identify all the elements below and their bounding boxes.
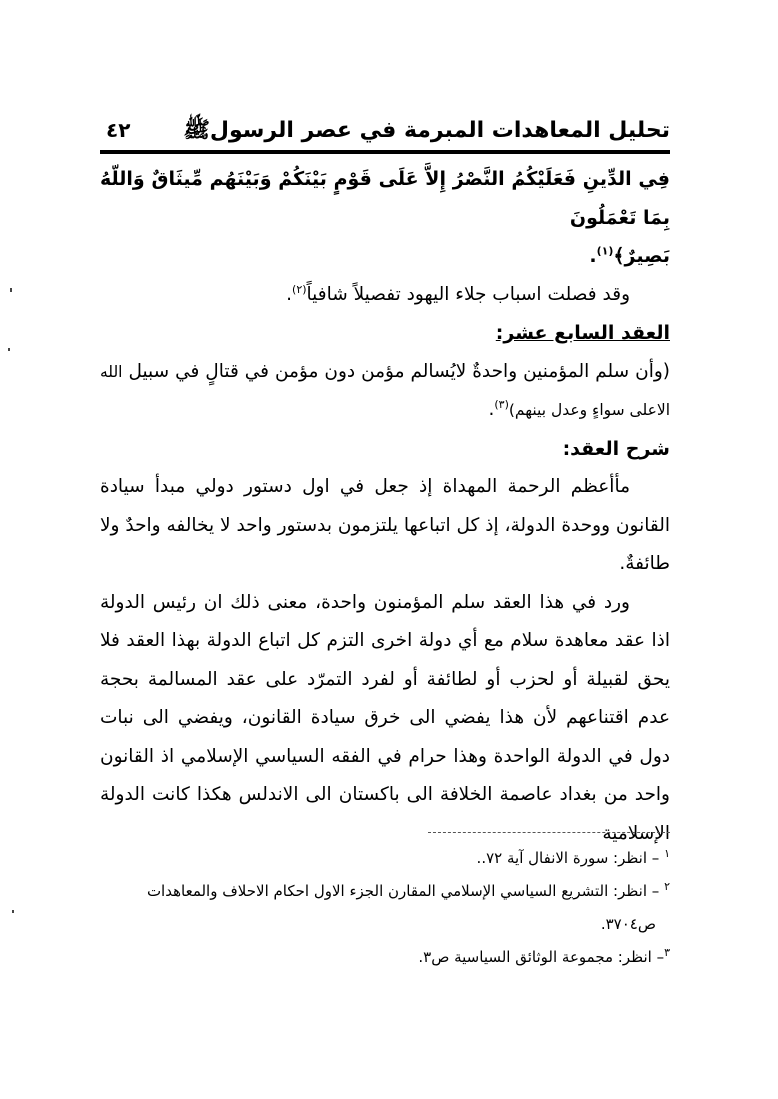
footnote-separator xyxy=(428,832,670,833)
paragraph-2: ورد في هذا العقد سلم المؤمنون واحدة، معنى ذلك ان رئيس الدولة اذا عقد معاهدة سلام مع أي دولة اخرى التزم كل اتباع الدولة بهذا العقد فلا يحق لقبيلة أو لحزب أو لطائفة أو لفرد التمرّد على عقد المسالمة بحجة عدم اقتناعهم لأن هذا يفضي الى خرق سيادة القانون، ويفضي الى نبات دول في الدولة الواحدة وهذا حرام في الفقه السياسي الإسلامي اذ القانون واحد من بغداد عاصمة الخلافة الى باكستان الى الاندلس هكذا كانت الدولة الإسلامية xyxy=(100,591,670,844)
quran-verse-line2: بَصِيرٌ﴾$^{(١)}$. xyxy=(589,244,670,267)
footnote-ref-1: (١) xyxy=(596,244,614,258)
pact-text: (وأن سلم المؤمنين واحدةٌ لايُسالم مؤمن دون مؤمن في قتالٍ في سبيل الله الاعلى سواءٍ وعدل بينهم)$^{(٣)}$. xyxy=(100,360,670,420)
footnotes xyxy=(100,842,670,974)
footnote-3: $^٣$– انظر: مجموعة الوثائق السياسية ص٣. xyxy=(418,946,670,966)
footnote-2-continuation: ص٣٧٠٤. xyxy=(600,915,656,933)
heading-seventeenth-pact: العقد السابع عشر: xyxy=(495,322,670,344)
footnote-1: $^١$ – انظر: سورة الانفال آية ٧٢.. xyxy=(476,847,670,867)
quran-verse-line1: فِي الدِّينِ فَعَلَيْكُمُ النَّصْرُ إِلاَّ عَلَى قَوْمٍ بَيْنَكُمْ وَبَيْنَهُم مِّيثَاقٌ وَاللّهُ بِمَا تَعْمَلُونَ xyxy=(100,168,670,229)
footnote-ref-2: (٢) xyxy=(292,282,307,296)
heading-explanation: شرح العقد: xyxy=(562,437,670,460)
footnote-ref-3: (٣) xyxy=(494,397,509,411)
main-text xyxy=(100,160,670,853)
footnote-2: $^٢$ – انظر: التشريع السياسي الإسلامي المقارن الجزء الاول احكام الاحلاف والمعاهدات xyxy=(146,880,670,900)
scan-mark xyxy=(10,288,12,292)
scan-mark xyxy=(12,910,14,913)
paragraph-1: مأأعظم الرحمة المهداة إذ جعل في اول دستور دولي مبدأ سيادة القانون ووحدة الدولة، إذ كل اتباعها يلتزمون بدستور واحد لا يخالفه واحدٌ ولا طائفةٌ. xyxy=(100,476,670,574)
scan-mark xyxy=(8,348,10,351)
running-header xyxy=(100,112,670,152)
header-rule xyxy=(100,150,670,154)
header-title: تحليل المعاهدات المبرمة في عصر الرسولﷺ xyxy=(183,118,670,143)
jala-sentence: وقد فصلت اسباب جلاء اليهود تفصيلاً شافياً$^{(٢)}$. xyxy=(286,282,630,305)
page-number: ٤٢ xyxy=(106,118,131,142)
